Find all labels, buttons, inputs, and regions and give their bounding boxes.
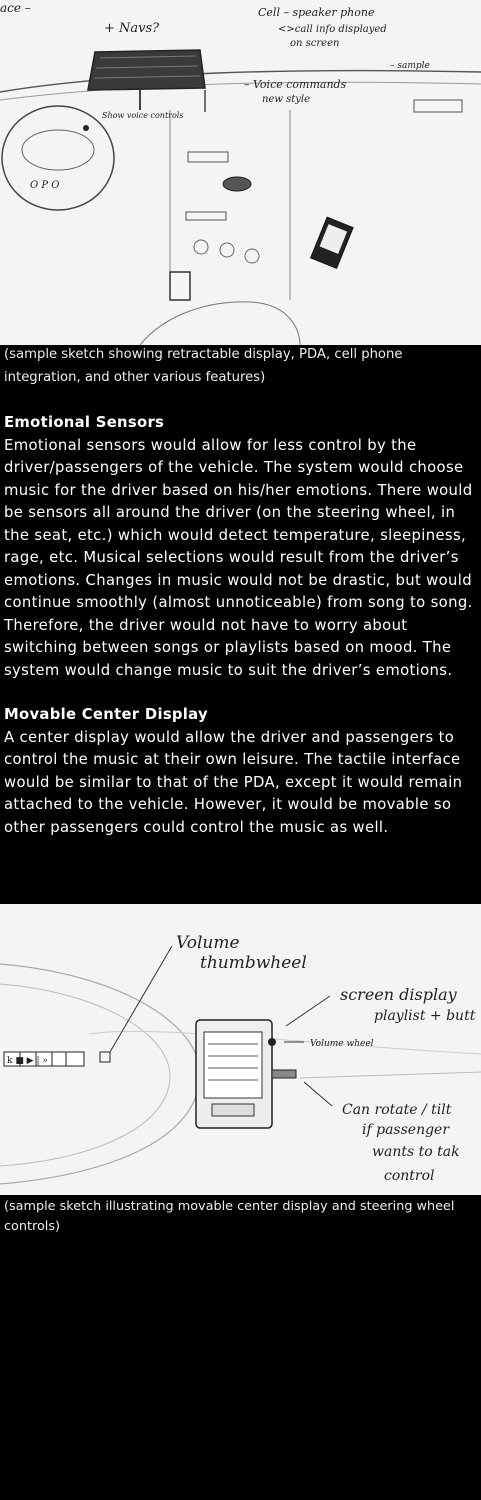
movable-center-display-heading: Movable Center Display: [4, 706, 208, 723]
note-volume-wheel: Volume wheel: [310, 1039, 374, 1049]
note-cell-2: <>call info displayed: [278, 24, 387, 35]
note-cell: Cell – speaker phone: [258, 6, 375, 19]
note-wants: wants to tak: [372, 1144, 460, 1160]
note-top-left: ace –: [0, 1, 31, 15]
sketch-2-caption: (sample sketch illustrating movable center display and steering wheel controls): [4, 1199, 455, 1234]
movable-center-display-text: A center display would allow the driver and passengers to control the music at their own leisure. The tactile interface would be similar to that of the PDA, except it would remain attached to the vehicle. However, it would be movable so other passengers could control the music as well.: [4, 728, 463, 836]
svg-text:k ■ ▶ | »: k ■ ▶ | »: [7, 1056, 48, 1066]
note-playlist: playlist + butt: [374, 1008, 476, 1024]
movable-center-display-section: [0, 704, 481, 839]
note-volume: Volume: [176, 933, 240, 953]
note-passenger: if passenger: [362, 1122, 450, 1138]
dashboard-sketch-image: [0, 0, 481, 345]
note-voice: – Voice commands: [244, 78, 347, 91]
emotional-sensors-section: [0, 412, 481, 682]
center-display-sketch-image: [0, 904, 481, 1195]
note-steering: Show voice controls: [102, 111, 184, 120]
note-navs: + Navs?: [104, 21, 160, 36]
note-thumbwheel: thumbwheel: [200, 953, 307, 973]
svg-text:O P O: O P O: [30, 180, 60, 191]
note-cell-3: on screen: [290, 38, 340, 49]
note-voice-2: new style: [262, 94, 311, 105]
note-rotate: Can rotate / tilt: [342, 1102, 452, 1118]
note-screen-display: screen display: [340, 985, 457, 1004]
emotional-sensors-heading: Emotional Sensors: [4, 414, 165, 431]
note-control: control: [384, 1168, 435, 1184]
emotional-sensors-text: Emotional sensors would allow for less control by the driver/passengers of the vehicle. The system would choose music for the driver based on his/her emotions. There would be sensors all around the driver (on the steering wheel, in the seat, etc.) which would detect temperature, sleepiness, rage, etc. Musical selections would result from the driver’s emotions. Changes in music would not be drastic, but would continue smoothly (almost unnoticeable) from song to song. Therefore, the driver would not have to worry about switching between songs or playlists based on mood. The system would change music to suit the driver’s emotions.: [4, 436, 473, 679]
note-sample: – sample: [390, 61, 430, 71]
sketch-1-caption: (sample sketch showing retractable display, PDA, cell phone integration, and other various features): [4, 347, 403, 385]
